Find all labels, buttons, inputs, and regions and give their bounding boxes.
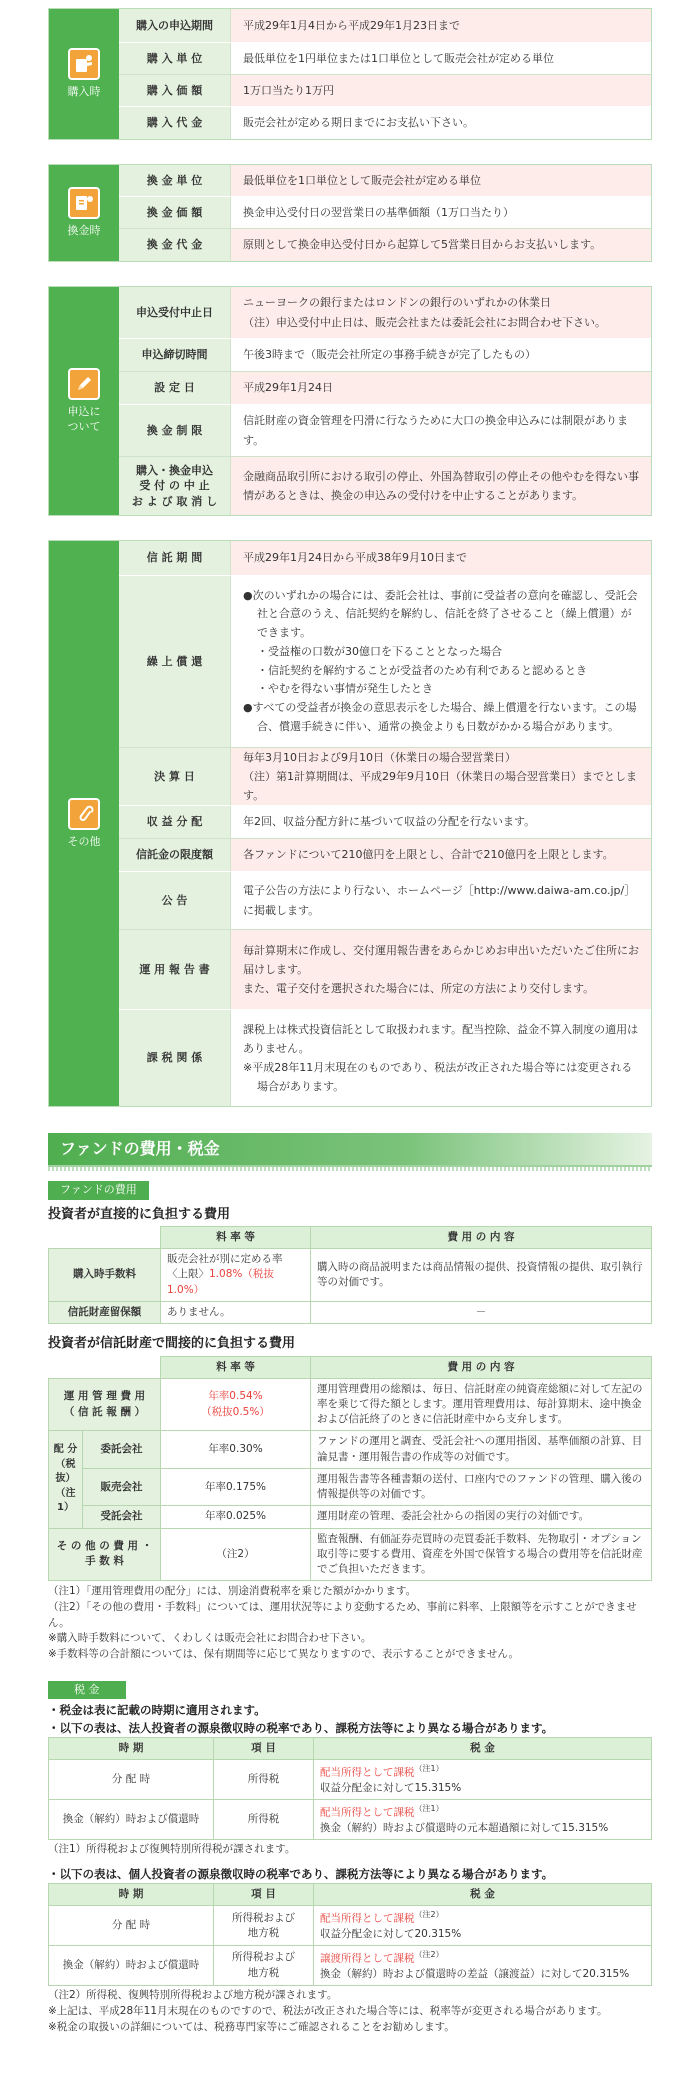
purchase-side xyxy=(49,9,119,139)
table-row xyxy=(49,1800,652,1840)
retained-content: － xyxy=(311,1301,652,1323)
row-report xyxy=(119,930,651,1010)
tax-value xyxy=(314,1906,652,1946)
table-row xyxy=(49,1431,652,1468)
paperclip-icon xyxy=(68,798,100,830)
tax-rate: 換金（解約）時および償還時の差益（譲渡益）に対して20.315% xyxy=(320,1967,630,1980)
direct-cost-table xyxy=(48,1226,652,1324)
tax-note-ref: （注1） xyxy=(414,1764,444,1774)
col-rate: 料 率 等 xyxy=(161,1227,311,1249)
row-header: 信 託 期 間 xyxy=(119,541,231,575)
row-header: 申込締切時間 xyxy=(119,339,231,371)
row-header: 申込受付中止日 xyxy=(119,287,231,338)
tax-rate: 収益分配金に対して20.315% xyxy=(320,1928,462,1940)
row-limit xyxy=(119,839,651,872)
tax-value xyxy=(314,1760,652,1800)
row-value: 各ファンドについて210億円を上限とし、合計で210億円を上限とします。 xyxy=(231,839,651,871)
pencil-icon xyxy=(68,368,100,400)
section-label: その他 xyxy=(67,834,101,848)
tax-item xyxy=(214,1906,314,1946)
col-item: 項 目 xyxy=(214,1884,314,1906)
empty-header xyxy=(49,1356,161,1378)
alloc-trustee-rate: 年率0.025% xyxy=(161,1506,311,1528)
col-item: 項 目 xyxy=(214,1737,314,1759)
tax-bullet: ・以下の表は、個人投資者の源泉徴収時の税率であり、課税方法等により異なる場合があります。 xyxy=(48,1866,554,1881)
item-line: 地方税 xyxy=(247,1926,280,1939)
tax-note-ref: （注1） xyxy=(414,1804,444,1814)
table-header-row xyxy=(49,1356,652,1378)
tax-item xyxy=(214,1946,314,1986)
other-side xyxy=(49,541,119,1106)
tax-note: （注1）所得税および復興特別所得税が課されます。 xyxy=(48,1843,296,1856)
table-row xyxy=(49,1301,652,1323)
tax-note-ref: （注2） xyxy=(414,1950,444,1960)
indirect-cost-table xyxy=(48,1356,652,1582)
row-setup-date xyxy=(119,372,651,405)
tax-note: （注2）所得税、復興特別所得税および地方税が課されます。 xyxy=(48,1989,338,2002)
row-header: 換 金 代 金 xyxy=(119,229,231,261)
alloc-distributor-content: 運用報告書等各種書類の送付、口座内でのファンドの管理、購入後の情報提供等の対価です。 xyxy=(311,1468,652,1505)
individual-tax-table xyxy=(48,1883,652,1986)
tax-rate: 収益分配金に対して15.315% xyxy=(320,1781,462,1794)
section-label: 換金時 xyxy=(67,224,101,238)
rate-text: 販売会社が別に定める率 xyxy=(167,1253,283,1266)
label-line: （ 信 託 報 酬 ） xyxy=(63,1405,146,1418)
tax-time: 分 配 時 xyxy=(49,1760,214,1800)
purchase-fee-label: 購入時手数料 xyxy=(49,1249,161,1302)
col-content: 費 用 の 内 容 xyxy=(311,1227,652,1249)
row-exchange-unit xyxy=(119,165,651,197)
item-line: 所得税および xyxy=(232,1911,295,1924)
row-header: 収 益 分 配 xyxy=(119,806,231,838)
tax-time: 分 配 時 xyxy=(49,1906,214,1946)
row-value: また、電子交付を選択された場合には、所定の方法により交付します。 xyxy=(243,982,595,996)
table-row xyxy=(49,1249,652,1302)
row-value: ニューヨークの銀行またはロンドンの銀行のいずれかの休業日 xyxy=(243,296,551,310)
table-header-row xyxy=(49,1737,652,1759)
label-line: 運 用 管 理 費 用 xyxy=(63,1390,146,1403)
row-header: 換 金 単 位 xyxy=(119,165,231,196)
row-header: 信託金の限度額 xyxy=(119,839,231,871)
col-time: 時 期 xyxy=(49,1884,214,1906)
mgmt-fee-rate xyxy=(161,1378,311,1431)
row-note: ※平成28年11月末現在のものであり、税法が改正された場合等には変更される場合があります。 xyxy=(243,1061,633,1094)
shopping-icon xyxy=(68,48,100,80)
row-value: 課税上は株式投資信託として取扱われます。配当控除、益金不算入制度の適用はありません。 xyxy=(243,1022,639,1055)
alloc-distributor-label: 販売会社 xyxy=(83,1468,161,1505)
divider xyxy=(48,1167,652,1171)
other-section xyxy=(48,540,652,1107)
row-value: 平成29年1月4日から平成29年1月23日まで xyxy=(231,9,651,42)
corporate-tax-table xyxy=(48,1737,652,1840)
purchase-fee-rate xyxy=(161,1249,311,1302)
row-header: 購入の申込期間 xyxy=(119,9,231,42)
row-early-redemption xyxy=(119,576,651,748)
row-purchase-payment xyxy=(119,107,651,139)
other-fee-content: 監査報酬、有価証券売買時の売買委託手数料、先物取引・オプション取引等に要する費用、資産を外国で保管する場合の費用等を信託財産でご負担いただきます。 xyxy=(311,1528,652,1581)
row-exchange-price xyxy=(119,197,651,229)
row-value: 平成29年1月24日から平成38年9月10日まで xyxy=(231,541,651,575)
row-value: 最低単位を1円単位または1口単位として販売会社が定める単位 xyxy=(231,43,651,74)
row-value: 電子公告の方法により行ない、ホームページ［http://www.daiwa-am.co.jp/］に掲載します。 xyxy=(231,872,651,929)
allocation-label: 配 分 （税抜） （注1） xyxy=(49,1431,83,1528)
table-row xyxy=(49,1946,652,1986)
rate-text: （税抜0.5%） xyxy=(201,1405,270,1418)
row-cancel xyxy=(119,457,651,515)
tax-note: ※上記は、平成28年11月末現在のものですので、税法が改正された場合等には、税率等が変更される場合があります。 xyxy=(48,2004,608,2017)
row-header: 公 告 xyxy=(119,872,231,929)
mgmt-fee-content: 運用管理費用の総額は、毎日、信託財産の純資産総額に対して左記の率を乗じて得た額とします。運用管理費用は、毎計算期末、途中換金および信託終了のときに信託財産中から支弁します。 xyxy=(311,1378,652,1431)
row-stop-days xyxy=(119,287,651,339)
fee-note: （注2）「その他の費用・手数料」については、運用状況等により変動するため、事前に料率、上限額等を示すことができません。 xyxy=(48,1600,637,1629)
redemption-sub-item: ・信託契約を解約することが受益者のため有利であると認めるとき xyxy=(257,663,587,677)
table-row xyxy=(49,1506,652,1528)
col-content: 費 用 の 内 容 xyxy=(311,1356,652,1378)
empty-header xyxy=(49,1227,161,1249)
section-label: 申込に ついて xyxy=(67,404,101,433)
table-row xyxy=(49,1378,652,1431)
alloc-trustor-content: ファンドの運用と調査、受託会社への運用指図、基準価額の計算、目論見書・運用報告書の作成等の対価です。 xyxy=(311,1431,652,1468)
row-header: 換 金 制 限 xyxy=(119,405,231,456)
col-time: 時 期 xyxy=(49,1737,214,1759)
mgmt-fee-label xyxy=(49,1378,161,1431)
tax-item: 所得税 xyxy=(214,1760,314,1800)
row-notice xyxy=(119,872,651,930)
row-settlement xyxy=(119,748,651,806)
fee-note: （注1）「運用管理費用の配分」には、別途消費税率を乗じた額がかかります。 xyxy=(48,1585,417,1598)
fee-tag: ファンドの費用 xyxy=(48,1181,149,1200)
row-note: （注）申込受付中止日は、販売会社または委託会社にお問合わせ下さい。 xyxy=(243,315,606,329)
row-purchase-unit xyxy=(119,43,651,75)
row-purchase-price xyxy=(119,75,651,107)
row-value: 換金申込受付日の翌営業日の基準価額（1万口当たり） xyxy=(231,197,651,228)
tax-type: 配当所得として課税 xyxy=(320,1766,415,1779)
rate-cap-value: 1.08%（税抜1.0%） xyxy=(167,1268,274,1296)
tax-note-ref: （注2） xyxy=(414,1910,444,1920)
redemption-sub-item: ・やむを得ない事情が発生したとき xyxy=(257,682,433,696)
purchase-section xyxy=(48,8,652,140)
table-row xyxy=(49,1528,652,1581)
row-trust-period xyxy=(119,541,651,576)
row-header: 購 入 代 金 xyxy=(119,107,231,139)
row-header: 換 金 価 額 xyxy=(119,197,231,228)
table-header-row xyxy=(49,1884,652,1906)
alloc-trustee-content: 運用財産の管理、委託会社からの指図の実行の対価です。 xyxy=(311,1506,652,1528)
alloc-trustor-label: 委託会社 xyxy=(83,1431,161,1468)
table-row xyxy=(49,1906,652,1946)
application-section xyxy=(48,286,652,516)
redemption-sub-item: ・受益権の口数が30億口を下ることとなった場合 xyxy=(257,644,502,658)
row-distribution xyxy=(119,806,651,839)
tax-rate: 換金（解約）時および償還時の元本超過額に対して15.315% xyxy=(320,1821,609,1834)
table-row xyxy=(49,1760,652,1800)
row-purchase-period xyxy=(119,9,651,43)
retained-rate: ありません。 xyxy=(161,1301,311,1323)
row-value: 1万口当たり1万円 xyxy=(231,75,651,106)
tax-value xyxy=(314,1800,652,1840)
row-header: 課 税 関 係 xyxy=(119,1010,231,1106)
row-value: 毎計算期末に作成し、交付運用報告書をあらかじめお申出いただいたご住所にお届けします。 xyxy=(243,943,639,976)
tax-time: 換金（解約）時および償還時 xyxy=(49,1800,214,1840)
fee-section-title: ファンドの費用・税金 xyxy=(48,1133,652,1167)
row-value: 販売会社が定める期日までにお支払い下さい。 xyxy=(231,107,651,139)
tax-bullet: ・以下の表は、法人投資者の源泉徴収時の税率であり、課税方法等により異なる場合があります。 xyxy=(48,1720,554,1735)
retained-label: 信託財産留保額 xyxy=(49,1301,161,1323)
tax-note: ※税金の取扱いの詳細については、税務専門家等にご確認されることをお勧めします。 xyxy=(48,2020,455,2033)
row-value: 信託財産の資金管理を円滑に行なうために大口の換金申込みには制限があります。 xyxy=(231,405,651,456)
other-fee-rate: （注2） xyxy=(161,1528,311,1581)
tax-type: 譲渡所得として課税 xyxy=(320,1952,415,1965)
fee-note: ※手数料等の合計額については、保有期間等に応じて異なりますので、表示することができません。 xyxy=(48,1648,520,1661)
row-exchange-limit xyxy=(119,405,651,457)
redemption-bullet: ●すべての受益者が換金の意思表示をした場合、繰上償還を行ないます。この場合、償還手続きに伴い、通常の換金よりも日数がかかる場合があります。 xyxy=(243,700,637,733)
exchange-side xyxy=(49,165,119,261)
row-value: 最低単位を1口単位として販売会社が定める単位 xyxy=(231,165,651,196)
alloc-distributor-rate: 年率0.175% xyxy=(161,1468,311,1505)
direct-cost-title: 投資者が直接的に負担する費用 xyxy=(48,1206,231,1222)
label-line: 手 数 料 xyxy=(85,1555,124,1568)
tax-value xyxy=(314,1946,652,1986)
row-header: 決 算 日 xyxy=(119,748,231,805)
row-header: 設 定 日 xyxy=(119,372,231,404)
item-line: 地方税 xyxy=(247,1966,280,1979)
alloc-trustee-label: 受託会社 xyxy=(83,1506,161,1528)
application-side xyxy=(49,287,119,515)
row-value: 午後3時まで（販売会社所定の事務手続きが完了したもの） xyxy=(231,339,651,371)
row-header: 購 入 単 位 xyxy=(119,43,231,74)
row-value: 平成29年1月24日 xyxy=(231,372,651,404)
table-row xyxy=(49,1468,652,1505)
row-value: 金融商品取引所における取引の停止、外国為替取引の停止その他やむを得ない事情があるときは、換金の申込みの受付けを中止することがあります。 xyxy=(231,457,651,515)
row-note: （注）第1計算期間は、平成29年9月10日（休業日の場合翌営業日）までとします。 xyxy=(243,769,637,803)
exchange-section xyxy=(48,164,652,262)
row-exchange-payment xyxy=(119,229,651,261)
alloc-trustor-rate: 年率0.30% xyxy=(161,1431,311,1468)
row-value: 毎年3月10日および9月10日（休業日の場合翌営業日） xyxy=(243,750,516,764)
row-deadline xyxy=(119,339,651,372)
row-tax xyxy=(119,1010,651,1106)
row-value: 年2回、収益分配方針に基づいて収益の分配を行ないます。 xyxy=(231,806,651,838)
row-header: 購 入 価 額 xyxy=(119,75,231,106)
tax-time: 換金（解約）時および償還時 xyxy=(49,1946,214,1986)
tax-bullet: ・税金は表に記載の時期に適用されます。 xyxy=(48,1703,266,1718)
indirect-cost-title: 投資者が信託財産で間接的に負担する費用 xyxy=(48,1336,296,1352)
col-rate: 料 率 等 xyxy=(161,1356,311,1378)
rate-text: 年率0.54% xyxy=(208,1390,263,1403)
label-line: そ の 他 の 費 用 ・ xyxy=(56,1540,153,1553)
purchase-fee-content: 購入時の商品説明または商品情報の提供、投資情報の提供、取引執行等の対価です。 xyxy=(311,1249,652,1302)
tax-type: 配当所得として課税 xyxy=(320,1806,415,1819)
fee-note: ※購入時手数料について、くわしくは販売会社にお問合わせ下さい。 xyxy=(48,1632,372,1645)
tax-item: 所得税 xyxy=(214,1800,314,1840)
item-line: 所得税および xyxy=(232,1951,295,1964)
tax-tag: 税 金 xyxy=(48,1681,126,1700)
row-header: 購入・換金申込 受 付 の 中 止 お よ び 取 消 し xyxy=(119,457,231,515)
exchange-icon xyxy=(68,187,100,219)
table-header-row xyxy=(49,1227,652,1249)
col-tax: 税 金 xyxy=(314,1737,652,1759)
row-header: 運 用 報 告 書 xyxy=(119,930,231,1009)
section-label: 購入時 xyxy=(67,85,101,99)
col-tax: 税 金 xyxy=(314,1884,652,1906)
rate-cap-label: 〈上限〉 xyxy=(167,1268,209,1281)
row-header: 繰 上 償 還 xyxy=(119,576,231,747)
row-value: 原則として換金申込受付日から起算して5営業日目からお支払いします。 xyxy=(231,229,651,261)
tax-type: 配当所得として課税 xyxy=(320,1912,415,1925)
other-fee-label xyxy=(49,1528,161,1581)
redemption-bullet: ●次のいずれかの場合には、委託会社は、事前に受益者の意向を確認し、受託会社と合意のうえ、信託契約を解約し、信託を終了させること（繰上償還）ができます。 xyxy=(243,588,638,640)
